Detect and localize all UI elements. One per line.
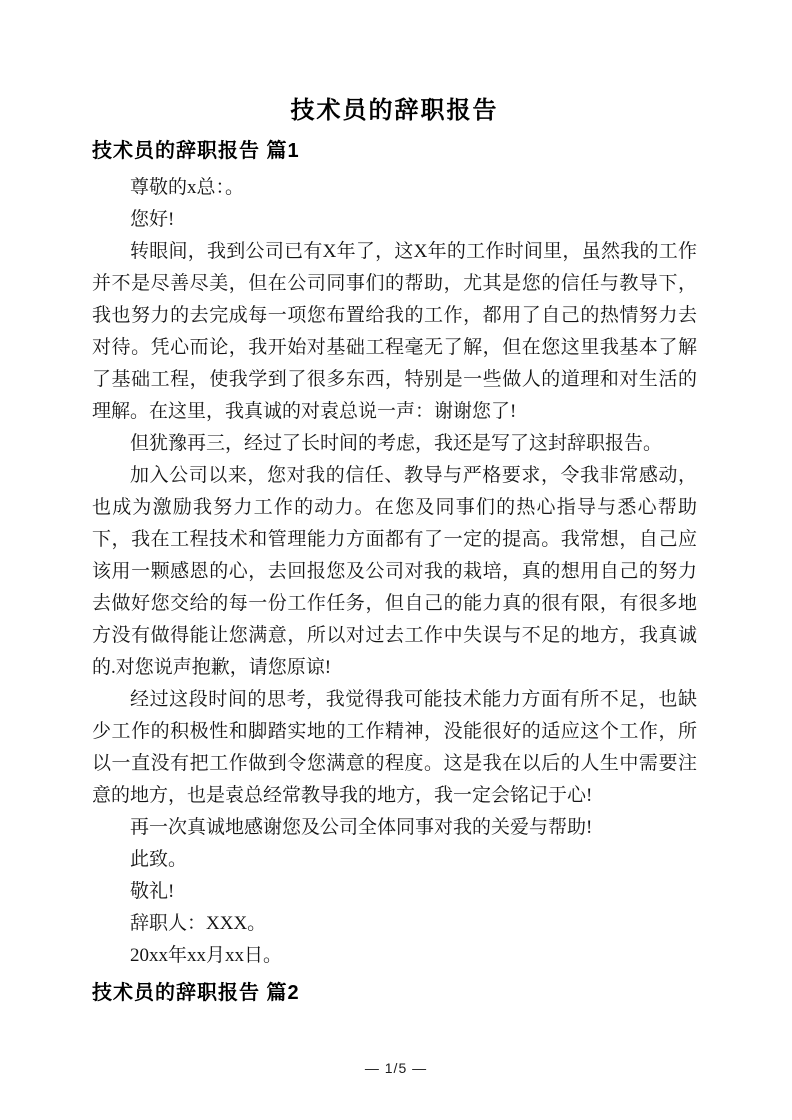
paragraph-thanks: 再一次真诚地感谢您及公司全体同事对我的关爱与帮助! xyxy=(130,817,593,838)
paragraph-cizhi: 此致。 xyxy=(130,849,188,870)
paragraph-date: 20xx年xx月xx日。 xyxy=(130,945,283,966)
paragraph-body-3: 加入公司以来，您对我的信任、教导与严格要求，令我非常感动，也成为激励我努力工作的动力。在您及同事们的热心指导与悉心帮助下，我在工程技术和管理能力方面都有了一定的提高。我常想，自己应该用一颗感恩的心，去回报您及公司对我的栽培，真的想用自己的努力去做好您交给的每一份工作任务，但自己的能力真的很有限，有很多地方没有做得能让您满意，所以对过去工作中失误与不足的地方，我真诚的.对您说声抱歉，请您原谅! xyxy=(92,465,697,678)
paragraph-signature: 辞职人：XXX。 xyxy=(130,913,267,934)
document-content xyxy=(92,0,697,1014)
paragraph-body-2: 但犹豫再三，经过了长时间的考虑，我还是写了这封辞职报告。 xyxy=(130,433,663,454)
paragraph-salutation: 尊敬的x总：。 xyxy=(130,177,245,198)
paragraph-body-1: 转眼间，我到公司已有X年了，这X年的工作时间里，虽然我的工作并不是尽善尽美，但在公司同事们的帮助，尤其是您的信任与教导下，我也努力的去完成每一项您布置给我的工作，都用了自己的热情努力去对待。凭心而论，我开始对基础工程毫无了解，但在您这里我基本了解了基础工程，使我学到了很多东西，特别是一些做人的道理和对生活的理解。在这里，我真诚的对袁总说一声：谢谢您了! xyxy=(92,241,697,422)
paragraph-greeting: 您好! xyxy=(130,209,175,230)
section-2-heading: 技术员的辞职报告 篇2 xyxy=(92,982,300,1004)
paragraph-body-4: 经过这段时间的思考，我觉得我可能技术能力方面有所不足，也缺少工作的积极性和脚踏实地的工作精神，没能很好的适应这个工作，所以一直没有把工作做到令您满意的程度。这是我在以后的人生中需要注意的地方，也是袁总经常教导我的地方，我一定会铭记于心! xyxy=(92,689,697,806)
page-number: — 1/5 — xyxy=(364,1060,428,1076)
paragraph-salute: 敬礼! xyxy=(130,881,175,902)
document-title: 技术员的辞职报告 xyxy=(290,97,499,124)
section-1-body xyxy=(92,172,697,972)
section-1-heading: 技术员的辞职报告 篇1 xyxy=(92,140,300,162)
